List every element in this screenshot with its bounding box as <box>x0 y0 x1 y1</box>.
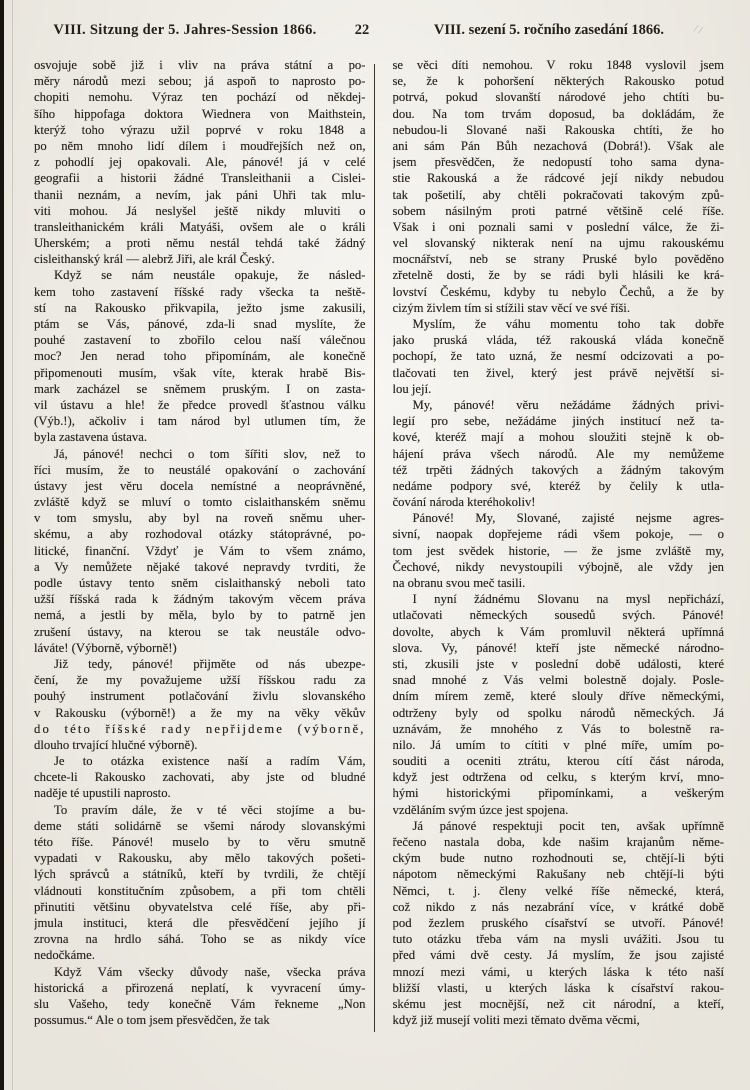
text-line: historická a přirozená neplatí, k vyvracení úmy- <box>34 980 366 995</box>
text-line: do této říšské rady nepřijdeme (výborně, <box>34 721 366 736</box>
text-line: jako pruská vláda, též rakouská vláda konečně <box>392 333 724 348</box>
text-line: což nikdo z nás nezabrání více, v krátké době <box>392 899 724 914</box>
text-line: čení, že my považujeme užší říšskou radu za <box>34 673 366 688</box>
header-title-czech: VIII. sezení 5. ročního zasedání 1866. <box>433 22 665 38</box>
text-line: dlouho trvající hlučné výborně). <box>34 737 198 752</box>
text-line: souditi a oceniti ztrátu, kterou cítí část národa, <box>392 754 724 769</box>
text-line: (Výb.!), ačkoliv i tam národ byl utlumen tím, že <box>34 414 366 429</box>
text-line: též trpěti žádných takových a žádným takovým <box>392 462 724 477</box>
text-line: potrvá, pokud slovanští národové jeho chtíti bu- <box>392 90 724 105</box>
text-line: utlačovati německých sousedů svých. Pánové! <box>392 608 724 623</box>
text-line: nilo. Já umím to cítiti v plné míře, umím po- <box>392 737 724 752</box>
text-line: chcete-li Rakousko zachovati, aby jste od bludné <box>34 770 366 785</box>
text-line: když jest odtržena od celku, s kterým krví, mno- <box>392 770 724 785</box>
text-line: užší říšská rada k žádným takovým věcem práva <box>34 592 366 607</box>
text-line: vládnouti konstitučním způsobem, a při tom chtěli <box>34 883 366 898</box>
text-line: lovství Českému, kdyby tu nebylo Čechů, a že by <box>392 284 724 299</box>
text-body <box>34 57 724 1028</box>
text-line: Myslím, že váhu momentu toho tak dobře <box>412 317 724 331</box>
text-line: šího hippofaga doktora Wiednera von Maithstein, <box>34 106 366 121</box>
text-line: Je to otázka existence naší a radím Vám, <box>54 754 366 769</box>
text-line: ani sám Pán Bůh nezachová (Dobrá!). Však ale <box>392 138 724 153</box>
text-line: zřetelně dosti, že by se rádi byli hlásili ke krá- <box>392 268 724 283</box>
text-line: slu Vašeho, tedy konečně Vám řekneme „Non <box>34 996 366 1011</box>
text-line: měry národů mezi sebou; já aspoň to naprosto po- <box>34 74 366 89</box>
text-line: Němci, t. j. členy velké říše německé, která, <box>392 883 724 898</box>
text-line: dním mírem země, které slouly dříve německými, <box>392 689 724 704</box>
text-line: v tom smyslu, aby byl na roveň sněmu uher- <box>34 511 366 526</box>
text-line: hými historickými připomínkami, a veškerým <box>392 786 724 801</box>
text-line: uznávám, že mnohého z Vás to bolestně ra- <box>392 721 724 736</box>
text-line: sti, zkusili jste v poslední době události, které <box>392 656 724 671</box>
text-line: mocnářství, neb se strany Pruské bylo pověděno <box>392 252 724 267</box>
text-line: bližší vlasti, u kterých láska k císařství rakou- <box>392 980 724 995</box>
text-line: naděje té upustili naprosto. <box>34 786 171 801</box>
text-line: moc? Jen nerad toho připomínám, ale konečně <box>34 349 366 364</box>
text-line: ústavy jest věru docela nemístné a neoprávněné, <box>34 478 366 493</box>
right-column <box>393 57 725 1028</box>
left-column <box>34 57 366 1028</box>
text-line: řečeno nastala doba, kde našim krajanům něme- <box>392 835 724 849</box>
scan-edge-strip <box>0 0 4 1090</box>
scan-edge-line <box>12 0 13 1090</box>
text-line: vypadati v Rakousku, aby mělo takových pošeti- <box>34 851 366 866</box>
paragraph <box>393 397 725 510</box>
text-line: v Rakousku (výborně!) a že my na věky věkův <box>34 705 366 720</box>
text-line: ckým bude nutno rozhodnouti se, chtějí-li býti <box>392 851 724 866</box>
text-line: hájení práva všech národů. Ale my nemůžeme <box>392 446 724 461</box>
text-line: mark zacházel se sněmem pruským. I on zasta- <box>34 381 366 396</box>
paragraph <box>393 591 725 818</box>
text-line: dou. Na tom trvám doposud, ba dokládám, že <box>392 106 724 121</box>
text-line: když již musejí voliti mezi těmato dvěma věcmi, <box>392 1013 640 1028</box>
text-line: sivní, naopak dopřejeme rádi všem pokoje, — o <box>392 527 724 542</box>
paragraph <box>34 267 366 445</box>
paragraph <box>393 510 725 591</box>
text-line: této říše. Pánové! muselo by to věru smutně <box>34 835 366 849</box>
text-line: čování národa kteréhokoliv! <box>392 495 536 510</box>
text-line: My, pánové! věru nežádáme žádných privi- <box>412 397 724 412</box>
text-line: Já pánové respektuji pocit ten, avšak upřímně <box>412 818 724 833</box>
text-line: nedočkáme. <box>34 948 95 963</box>
text-line: Když se nám neustále opakuje, že násled- <box>54 268 366 283</box>
text-line: tak pošetilí, aby chtěli pokračovati takovým způ- <box>392 187 724 202</box>
text-line: vzděláním svým úzce jest spojena. <box>392 802 569 817</box>
text-line: legií pro sebe, nežádáme jiných institucí než ta- <box>392 414 724 429</box>
text-line: Již tedy, pánové! přijměte od nás ubezpe- <box>54 656 366 671</box>
text-line: odtrženy byly od spolku národů německých. Já <box>392 705 724 720</box>
text-line: nemá, a jestli by měla, bylo by to patrně jen <box>34 608 366 623</box>
text-line: byla zastavena ústava. <box>34 430 148 445</box>
paragraph <box>34 753 366 802</box>
page-header <box>30 22 722 39</box>
scan-artifact: // <box>692 22 706 38</box>
paragraph <box>34 446 366 656</box>
text-line: dovolte, abych k Vám promluvil některá upřímná <box>392 624 724 639</box>
text-line: thanii neznám, a nevím, jak páni Uhři tak mlu- <box>34 187 366 202</box>
text-line: pochopí, že tato uzná, že nesmí odcizovati a po- <box>392 349 724 364</box>
paragraph <box>34 964 366 1029</box>
text-line: zrušení ústavy, na kterou se tak neustále odvo- <box>34 624 366 639</box>
text-line: Pánové! My, Slované, zajisté nejsme agres- <box>412 511 724 526</box>
paragraph <box>393 57 725 316</box>
text-line: podle ústavy tento sněm cislaithanský neboli tato <box>34 576 366 590</box>
text-line: po něm mnoho lidí dílem i moudřejších než on, <box>34 138 366 153</box>
text-line: pouhé zastavení to zbořilo celou naší válečnou <box>34 333 366 348</box>
text-line: tlačovati ten živel, který jest právě největší si- <box>392 365 724 380</box>
text-line: vil ústavu a hle! že předce provedl šťastnou válku <box>34 397 366 412</box>
text-line: pod žezlem pruského císařství se utvoří. Pánové! <box>392 915 724 930</box>
text-line: pouhý instrument potlačování živlu slovanského <box>34 689 366 704</box>
text-line: possumus.“ Ale o tom jsem přesvědčen, že tak <box>34 1013 270 1028</box>
text-line: skému jest mocnější, než cit národní, a kteří, <box>392 996 724 1011</box>
text-line: tuto otázku třeba vám na mysli uvážiti. Jsou tu <box>392 932 724 947</box>
text-line: ptám se Vás, pánové, zda-li snad myslíte, že <box>34 317 366 331</box>
text-line: na obranu svou meč tasili. <box>392 576 526 590</box>
text-line: osvojuje sobě již i vliv na práva státní a po- <box>34 58 366 72</box>
text-line: jsem přesvědčen, že nedopustí toho sama dyna- <box>392 155 724 170</box>
paragraph <box>34 57 366 267</box>
text-line: před vámi dvě cesty. Já myslím, že jsou zajisté <box>392 948 724 963</box>
text-line: nápotom německými Rakušany neb chtějí-li býti <box>392 867 724 882</box>
page-number: 22 <box>354 22 370 38</box>
text-line: se věci díti nemohou. V roku 1848 vyslovil jsem <box>392 58 724 72</box>
text-line: se, že k pohoršení některých Rakousko potud <box>392 74 724 89</box>
paragraph <box>393 316 725 397</box>
text-line: sobem násilným proti patrné většině celé říše. <box>392 203 724 218</box>
text-line: litické, finanční. Vždyť je Vám to všem známo, <box>34 543 366 558</box>
text-line: připomenouti musím, však víte, kterak hrabě Bis- <box>34 365 366 380</box>
text-line: nedáme podpory své, kteréž by čelily k utla- <box>392 478 724 493</box>
text-line: tom jest svědek historie, — že jsme zvláště my, <box>392 543 724 558</box>
text-line: cizým živlem tím si stížili stav věcí ve své říši. <box>392 300 630 315</box>
text-line: zrovna na hrdlo sáhá. Toho se as nikdy více <box>34 932 366 947</box>
text-line: Čechové, nikdy nevystoupili výbojně, ale vždy jen <box>392 559 724 574</box>
text-line: deme státi solidárně se všemi národy slovanskými <box>34 818 366 833</box>
text-line: stie Rakouská a že rádcové její nikdy nebudou <box>392 171 724 186</box>
text-line: kové, kteréž mají a mohou sloužiti stejně k ob- <box>392 430 724 445</box>
text-line: stí na Rakousko přikvapila, ježto jsme zakusili, <box>34 300 366 315</box>
text-line: lou její. <box>392 381 432 396</box>
text-line: slova. Vy, pánové! kteří jste německé národno- <box>392 640 724 655</box>
text-line: I nyní žádnému Slovanu na mysl nepřichází, <box>412 592 724 607</box>
text-line: kem toho zastavení říšské rady všecka ta neště- <box>34 284 366 299</box>
text-line: transleithanickém králi Matyáši, ovšem ale o králi <box>34 219 366 234</box>
text-line: Já, pánové! nechci o tom šířiti slov, než to <box>54 446 366 461</box>
text-line: lých správců a státníků, kteří by tvrdili, že chtějí <box>34 867 366 882</box>
text-line: geografii a historii žádné Transleithanii a Cislei- <box>34 171 366 186</box>
text-line: snad mnohé z Vás velmi bolestně dojaly. Posle- <box>392 673 724 688</box>
text-line: přinutiti většinu obyvatelstva celé říše, aby při- <box>34 899 366 914</box>
text-line: nebudou-li Slované naši Rakouska chtíti, že ho <box>392 122 724 137</box>
text-line: vel slovanský nikterak není na ujmu rakouskému <box>392 236 724 251</box>
text-line: říci musím, že to neustálé opakování o zachování <box>34 462 366 477</box>
text-line: Když Vám všecky důvody naše, všecka práva <box>54 964 366 979</box>
text-line: chopiti nemohu. Výraz ten pochází od někdej- <box>34 90 366 105</box>
text-line: kterýž toho výrazu užil poprvé v roku 1848 a <box>34 122 366 137</box>
paragraph <box>34 802 366 964</box>
header-title-german: VIII. Sitzung der 5. Jahres-Session 1866. <box>53 22 317 38</box>
text-line: Uherském; a proti němu nestál tehdá také žádný <box>34 236 366 251</box>
text-line: viti mohou. Já neslyšel ještě nikdy mluviti o <box>34 203 366 218</box>
text-line: láváte! (Výborně, výborně!) <box>34 640 177 655</box>
text-line: mnozí mezi vámi, u kterých láska k této naší <box>392 964 724 979</box>
text-line: To pravím dále, že v té věci stojíme a bu- <box>54 802 366 817</box>
paragraph <box>393 818 725 1028</box>
text-line: cisleithanský král — alebrž Jiři, ale král Český. <box>34 252 275 267</box>
text-line: a Vy nemůžete nějaké takové nepravdy tvrditi, že <box>34 559 366 574</box>
paragraph <box>34 656 366 753</box>
text-line: Však i oni poznali sami v poslední válce, že ži- <box>392 219 724 234</box>
text-line: jmula instituci, která dle přesvědčení jejího jí <box>34 915 366 930</box>
text-line: z pohodlí jej opakovali. Ale, pánové! já v celé <box>34 155 366 170</box>
text-line: skému, a aby rozhodoval otázky státoprávné, po- <box>34 527 366 542</box>
text-line: zvláště když se mluví o tomto cislaithanském sněmu <box>34 495 366 510</box>
